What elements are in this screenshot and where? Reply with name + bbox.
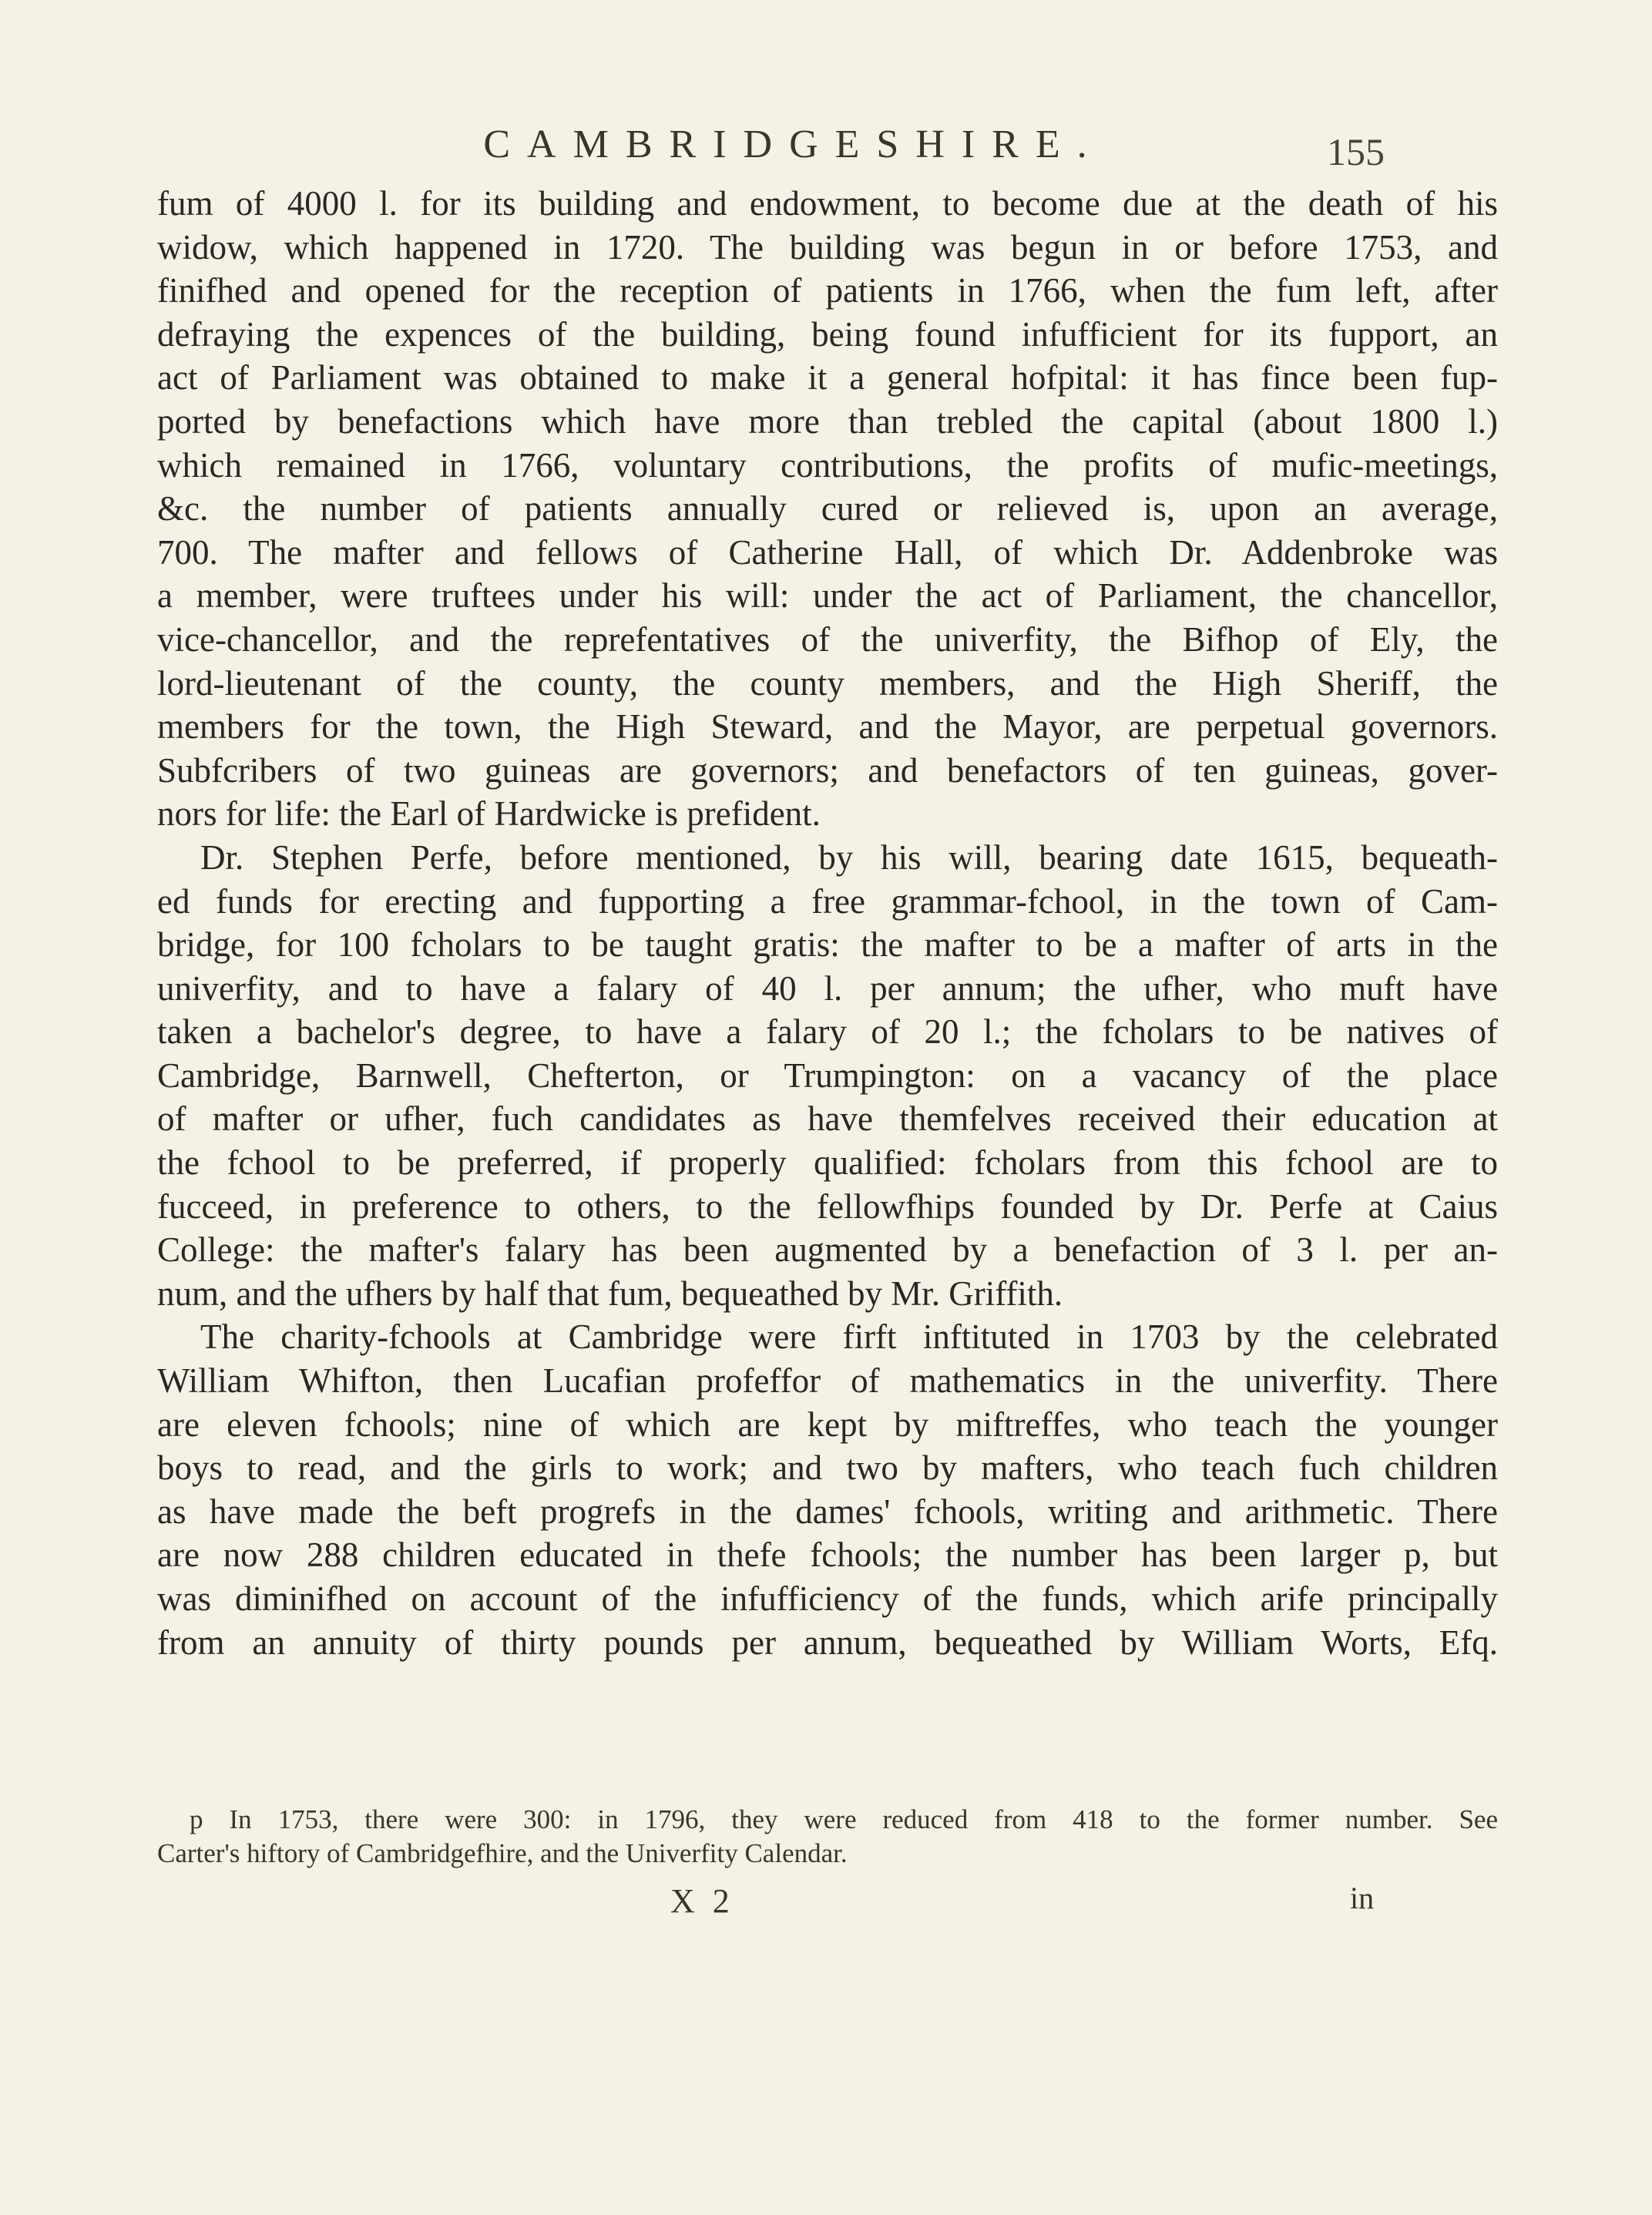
text-line: College: the mafter's falary has been augmented by a benefaction of 3 l. per an- bbox=[157, 1230, 1498, 1270]
text-line: from an annuity of thirty pounds per annum, bequeathed by William Worts, Efq. bbox=[157, 1623, 1498, 1662]
text-line: Cambridge, Barnwell, Chefterton, or Trumpington: on a vacancy of the place bbox=[157, 1055, 1498, 1095]
text-line: &c. the number of patients annually cured or relieved is, upon an average, bbox=[157, 489, 1498, 529]
footnote-line: Carter's hiftory of Cambridgefhire, and the Univerfity Calendar. bbox=[157, 1838, 848, 1868]
text-line: the fchool to be preferred, if properly qualified: fcholars from this fchool are to bbox=[157, 1143, 1498, 1183]
signature-mark: X 2 bbox=[670, 1882, 734, 1920]
text-line: are now 288 children educated in thefe fchools; the number has been larger p, but bbox=[157, 1535, 1498, 1575]
text-line: taken a bachelor's degree, to have a falary of 20 l.; the fcholars to be natives of bbox=[157, 1012, 1498, 1052]
text-line: 700. The mafter and fellows of Catherine Hall, of which Dr. Addenbroke was bbox=[157, 532, 1498, 572]
text-line: act of Parliament was obtained to make it a general hofpital: it has fince been fup- bbox=[157, 358, 1498, 398]
text-line: finifhed and opened for the reception of patients in 1766, when the fum left, after bbox=[157, 271, 1498, 310]
text-line: fucceed, in preference to others, to the fellowfhips founded by Dr. Perfe at Caius bbox=[157, 1186, 1498, 1226]
running-head: CAMBRIDGESHIRE. bbox=[483, 122, 1104, 166]
footnote-line: p In 1753, there were 300: in 1796, they were reduced from 418 to the former number. See bbox=[190, 1804, 1498, 1834]
text-line: num, and the ufhers by half that fum, bequeathed by Mr. Griffith. bbox=[157, 1274, 1063, 1313]
footnote bbox=[157, 1803, 1498, 1871]
text-line: defraying the expences of the building, being found infufficient for its fupport, an bbox=[157, 314, 1498, 354]
text-line: ed funds for erecting and fupporting a free grammar-fchool, in the town of Cam- bbox=[157, 881, 1498, 921]
page-number: 155 bbox=[1327, 130, 1385, 173]
text-line: which remained in 1766, voluntary contributions, the profits of mufic-meetings, bbox=[157, 445, 1498, 485]
text-line: univerfity, and to have a falary of 40 l. per annum; the ufher, who muft have bbox=[157, 968, 1498, 1008]
text-line: a member, were truftees under his will: under the act of Parliament, the chancellor, bbox=[157, 576, 1498, 616]
text-line: ported by benefactions which have more than trebled the capital (about 1800 l.) bbox=[157, 401, 1498, 441]
catchword: in bbox=[1350, 1881, 1375, 1915]
text-line: boys to read, and the girls to work; and two by mafters, who teach fuch children bbox=[157, 1448, 1498, 1488]
text-line: are eleven fchools; nine of which are kept by miftreffes, who teach the younger bbox=[157, 1405, 1498, 1444]
text-line: of mafter or ufher, fuch candidates as have themfelves received their education at bbox=[157, 1099, 1498, 1139]
text-line: fum of 4000 l. for its building and endowment, to become due at the death of his bbox=[157, 184, 1498, 223]
text-line: nors for life: the Earl of Hardwicke is prefident. bbox=[157, 794, 821, 834]
text-line: lord-lieutenant of the county, the county members, and the High Sheriff, the bbox=[157, 663, 1498, 703]
text-line: Subfcribers of two guineas are governors; and benefactors of ten guineas, gover- bbox=[157, 750, 1498, 790]
text-line: Dr. Stephen Perfe, before mentioned, by his will, bearing date 1615, bequeath- bbox=[200, 837, 1498, 877]
text-line: as have made the beft progrefs in the dames' fchools, writing and arithmetic. There bbox=[157, 1492, 1498, 1531]
text-line: widow, which happened in 1720. The building was begun in or before 1753, and bbox=[157, 227, 1498, 267]
text-line: The charity-fchools at Cambridge were firft inftituted in 1703 by the celebrated bbox=[200, 1317, 1498, 1357]
text-line: vice-chancellor, and the reprefentatives of the univerfity, the Bifhop of Ely, the bbox=[157, 619, 1498, 659]
text-line: members for the town, the High Steward, and the Mayor, are perpetual governors. bbox=[157, 707, 1498, 747]
text-line: bridge, for 100 fcholars to be taught gratis: the mafter to be a mafter of arts in the bbox=[157, 925, 1498, 965]
text-line: was diminifhed on account of the infufficiency of the funds, which arife principally bbox=[157, 1579, 1498, 1618]
body-text bbox=[157, 182, 1498, 1664]
text-line: William Whifton, then Lucafian profeffor of mathematics in the univerfity. There bbox=[157, 1361, 1498, 1401]
